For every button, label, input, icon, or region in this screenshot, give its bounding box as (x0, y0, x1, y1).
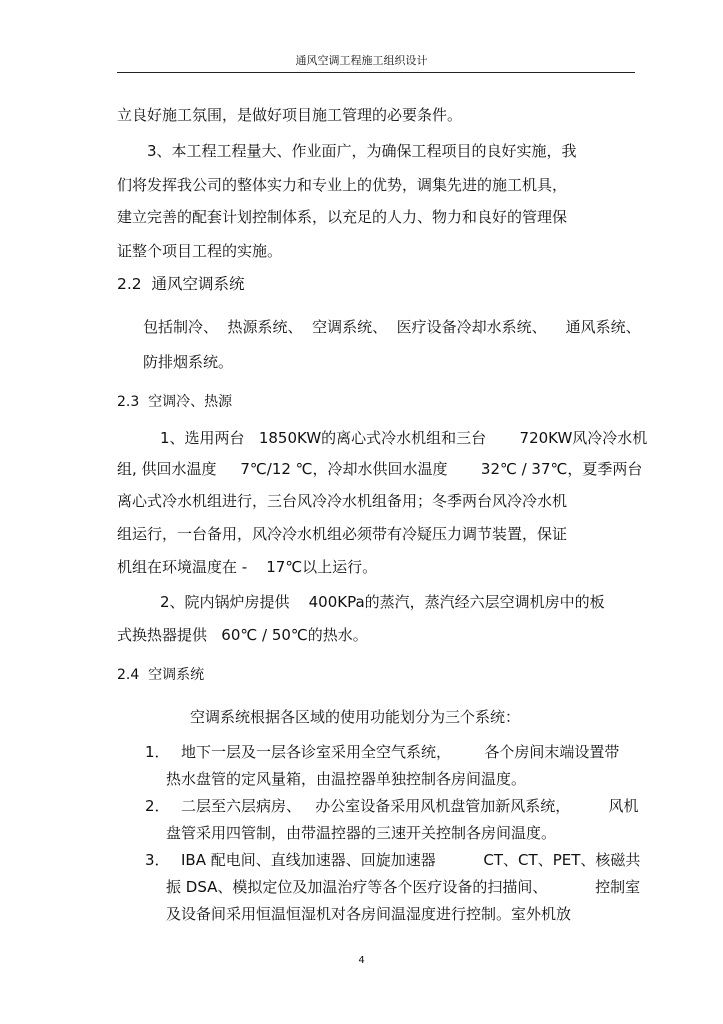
body-line: 组运行，一台备用，风冷冷水机组必须带有冷疑压力调节装置，保证 (117, 525, 568, 543)
list-item-line: 盘管采用四管制，由带温控器的三速开关控制各房间温度。 (166, 824, 557, 842)
header-rule (117, 72, 635, 73)
body-line: 立良好施工氛围，是做好项目施工管理的必要条件。 (117, 106, 463, 124)
list-item-line: 及设备间采用恒温恒湿机对各房间温湿度进行控制。室外机放 (166, 905, 572, 923)
list-item-line: 热水盘管的定风量箱，由温控器单独控制各房间温度。 (166, 770, 527, 788)
body-line: 空调系统根据各区域的使用功能划分为三个系统： (190, 708, 521, 726)
page-number: 4 (358, 955, 365, 966)
list-number: 3． (145, 851, 170, 869)
body-line: 组, 供回水温度 7℃/12 ℃，冷却水供回水温度 32℃ / 37℃，夏季两台 (117, 460, 643, 478)
list-number: 1． (145, 743, 170, 761)
body-line: 离心式冷水机组进行，三台风冷冷水机组备用；冬季两台风冷冷水机 (117, 492, 568, 510)
body-line: 机组在环境温度在 - 17℃以上运行。 (117, 558, 378, 576)
body-line: 3、本工程工程量大、作业面广，为确保工程项目的良好实施，我 (147, 142, 577, 160)
body-line: 们将发挥我公司的整体实力和专业上的优势，调集先进的施工机具， (117, 176, 568, 194)
list-item-line: 二层至六层病房、 办公室设备采用风机盘管加新风系统， 风机 (181, 797, 639, 815)
body-line: 证整个项目工程的实施。 (117, 242, 283, 260)
list-item-line: 地下一层及一层各诊室采用全空气系统， 各个房间末端设置带 (181, 743, 620, 761)
body-line: 防排烟系统。 (143, 353, 234, 371)
body-line: 2、院内锅炉房提供 400KPa的蒸汽，蒸汽经六层空调机房中的板 (160, 593, 605, 611)
section-heading: 2.2 通风空调系统 (117, 275, 245, 293)
list-number: 2． (145, 797, 170, 815)
running-header: 通风空调工程施工组织设计 (295, 54, 428, 67)
body-line: 式换热器提供 60℃ / 50℃的热水。 (117, 626, 368, 644)
section-heading: 2.4 空调系统 (117, 667, 205, 683)
body-line: 1、选用两台 1850KW的离心式冷水机组和三台 720KW风冷冷水机 (160, 429, 648, 447)
section-heading: 2.3 空调冷、热源 (117, 394, 233, 410)
list-item-line: 振 DSA、模拟定位及加温治疗等各个医疗设备的扫描间、 控制室 (166, 878, 641, 896)
body-line: 建立完善的配套计划控制体系，以充足的人力、物力和良好的管理保 (117, 208, 568, 226)
list-item-line: IBA 配电间、直线加速器、回旋加速器 CT、CT、PET、核磁共 (181, 851, 641, 869)
body-line: 包括制冷、 热源系统、 空调系统、 医疗设备冷却水系统、 通风系统、 (143, 318, 641, 336)
